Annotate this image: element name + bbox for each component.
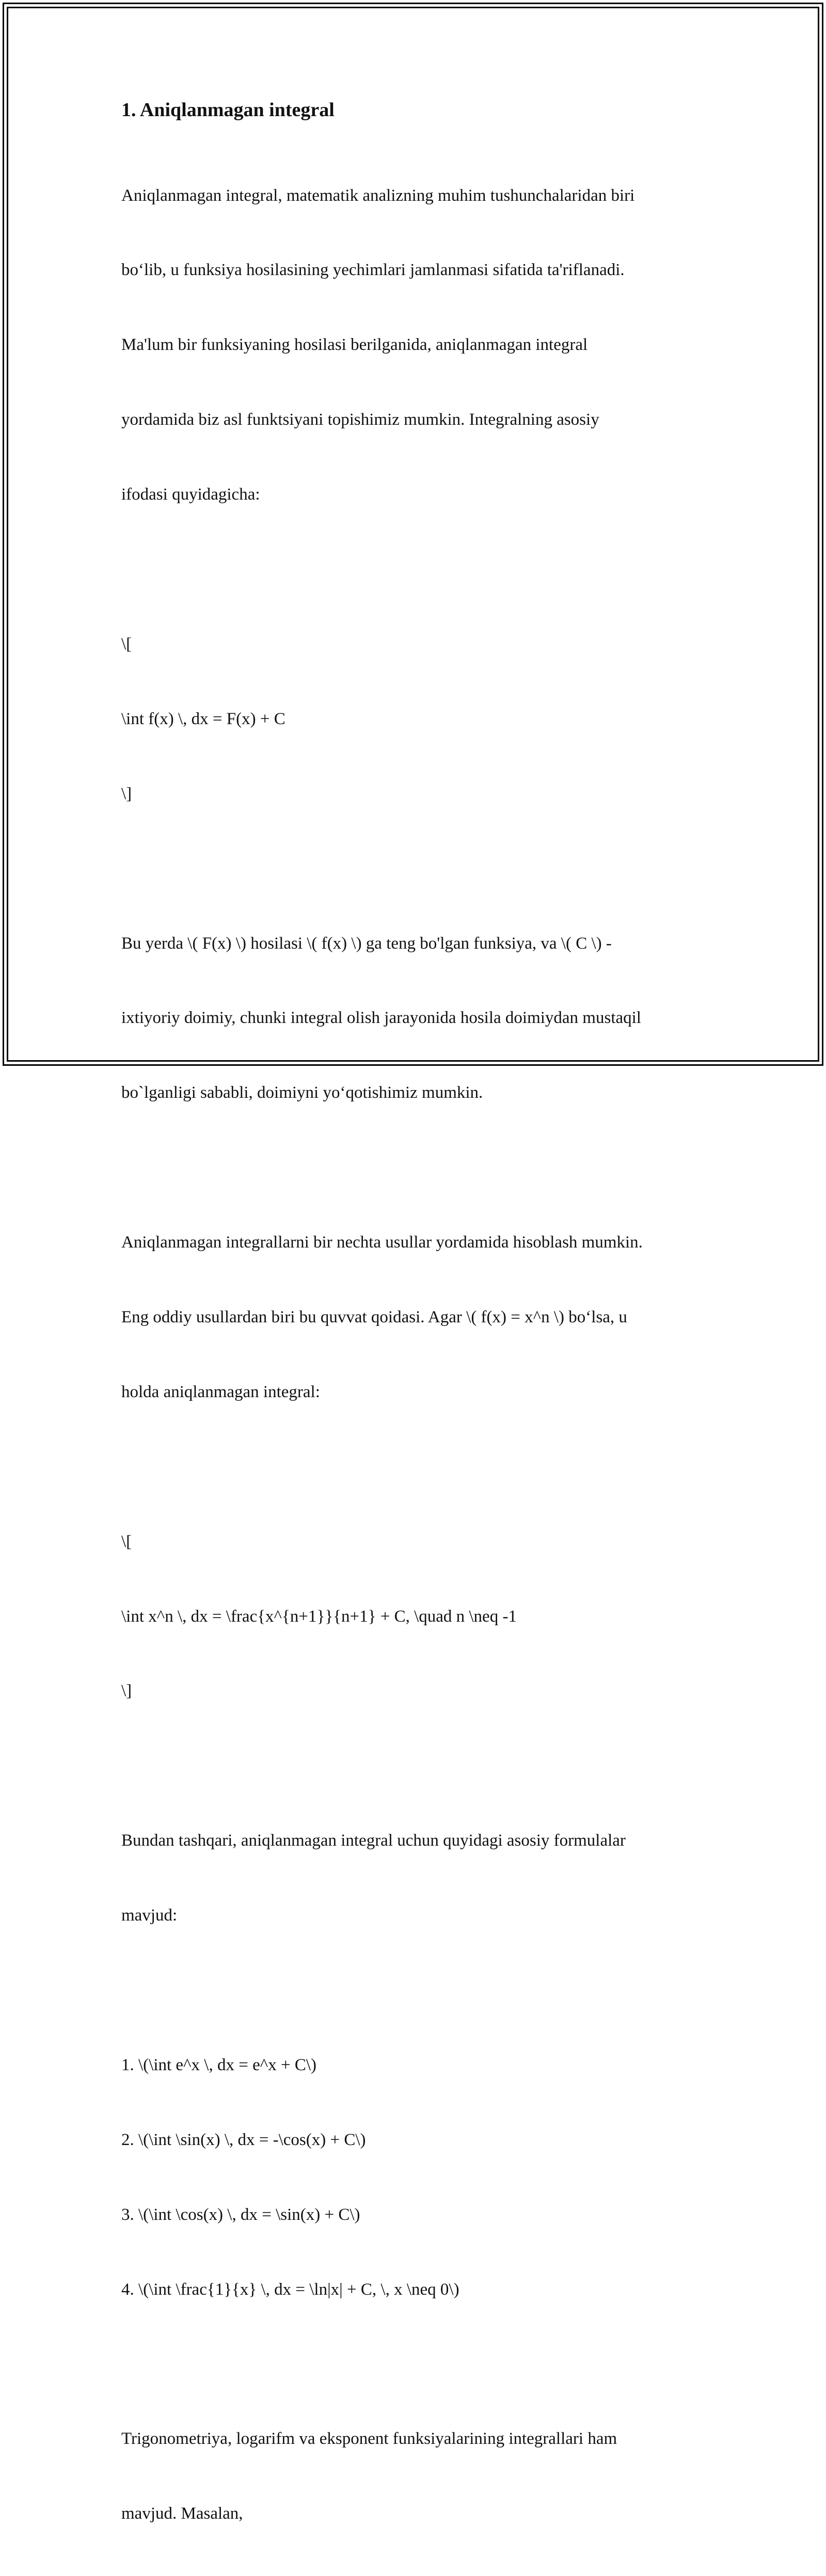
text-line: Bu yerda \( F(x) \) hosilasi \( f(x) \) ga teng bo'lgan funksiya, va \( C \) - [121,934,612,953]
text-line: yordamida biz asl funktsiyani topishimiz mumkin. Integralning asosiy [121,410,599,429]
formula-list-item: 2. \(\int \sin(x) \, dx = -\cos(x) + C\) [121,2130,366,2149]
formula-block-basic [121,582,705,856]
text-line: ifodasi quyidagicha: [121,485,260,504]
text-line: Aniqlanmagan integral, matematik analizning muhim tushunchalaridan biri [121,186,635,205]
paragraph-methods [121,1180,705,1454]
blank-line [121,2351,705,2376]
text-line: bo‘lib, u funksiya hosilasining yechimlari jamlanmasi sifatida ta'riflanadi. [121,261,625,280]
paragraph-explanation [121,881,705,1155]
formula-line: \int f(x) \, dx = F(x) + C [121,709,285,728]
formula-line: \[ [121,634,132,653]
text-line: Ma'lum bir funksiyaning hosilasi berilganida, aniqlanmagan integral [121,335,588,355]
paragraph-closing [121,2377,705,2576]
text-line: ixtiyoriy doimiy, chunki integral olish jarayonida hosila doimiydan mustaqil [121,1009,641,1028]
formula-line: \] [121,1682,132,1701]
formula-list-item: 3. \(\int \cos(x) \, dx = \sin(x) + C\) [121,2205,360,2224]
paragraph-formulas-intro [121,1779,705,1978]
formula-line: \] [121,784,132,803]
blank-line [121,1454,705,1479]
blank-line [121,856,705,881]
section-heading: 1. Aniqlanmagan integral [121,99,335,121]
text-line: bo`lganligi sababli, doimiyni yo‘qotishimiz mumkin. [121,1083,483,1102]
blank-line [121,1978,705,2003]
formula-line: \[ [121,1532,132,1551]
text-line: mavjud. Masalan, [121,2504,243,2523]
text-line: Bundan tashqari, aniqlanmagan integral uchun quyidagi asosiy formulalar [121,1831,626,1850]
blank-line [121,1753,705,1778]
paragraph-intro [121,133,705,557]
text-line: mavjud: [121,1906,178,1925]
blank-line [121,557,705,582]
formula-list [121,2003,705,2351]
formula-block-power-rule [121,1479,705,1753]
text-line: holda aniqlanmagan integral: [121,1382,320,1401]
formula-list-item: 1. \(\int e^x \, dx = e^x + C\) [121,2055,316,2074]
blank-line [121,1155,705,1180]
formula-list-item: 4. \(\int \frac{1}{x} \, dx = \ln|x| + C, \, x \neq 0\) [121,2280,459,2299]
text-line: Trigonometriya, logarifm va eksponent funksiyalarining integrallari ham [121,2429,617,2449]
text-line: Eng oddiy usullardan biri bu quvvat qoidasi. Agar \( f(x) = x^n \) bo‘lsa, u [121,1307,627,1326]
text-line: Aniqlanmagan integrallarni bir nechta usullar yordamida hisoblash mumkin. [121,1233,643,1252]
formula-line: \int x^n \, dx = \frac{x^{n+1}}{n+1} + C, \quad n \neq -1 [121,1607,517,1626]
document-body [121,97,705,2576]
